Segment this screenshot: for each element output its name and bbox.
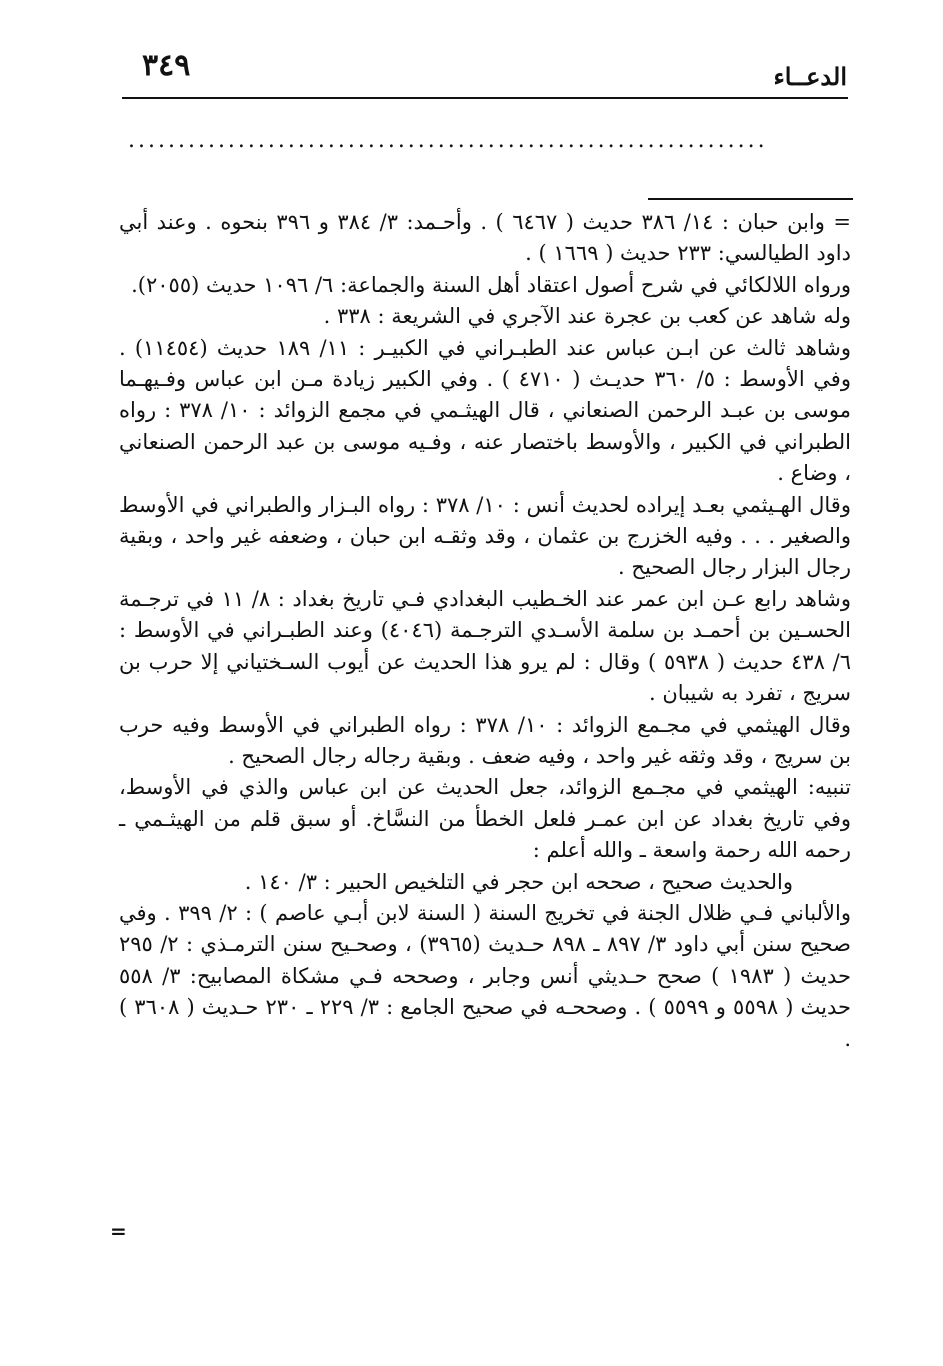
continuation-mark: = (110, 1219, 127, 1243)
footnote-separator-rule (648, 198, 853, 200)
footnote-paragraph: وقال الهيثمي في مجـمع الزوائد : ١٠/ ٣٧٨ : رواه الطبراني في الأوسط وفيه حرب بن سريج ، وقد وثقه غير واحد ، وفيه ضعف . وبقية رجاله رجال الصحيح . (119, 712, 851, 768)
ellipsis-dots-row: ................................................................ (128, 128, 768, 153)
footnote-paragraph: ورواه اللالكائي في شرح أصول اعتقاد أهل السنة والجماعة: ٦/ ١٠٩٦ حديث (٢٠٥٥). (131, 272, 851, 297)
running-title: الدعــاء (773, 62, 847, 91)
page-number: ٣٤٩ (142, 48, 191, 83)
footnote-block (119, 207, 851, 1055)
footnote-paragraph: وشاهد رابع عـن ابن عمر عند الخـطيب البغدادي فـي تاريخ بغداد : ٨/ ١١ في ترجـمة الحسـين بن أحمـد بن سلمة الأسـدي الترجـمة (٤٠٤٦) وعند الطبـراني في الأوسط : ٦/ ٤٣٨ حديث ( ٥٩٣٨ ) وقال : لم يرو هذا الحديث عن أيوب السـختياني إلا حرب بن سريج ، تفرد به شيبان . (119, 586, 851, 706)
footnote-paragraph: وله شاهد عن كعب بن عجرة عند الآجري في الشريعة : ٣٣٨ . (323, 304, 851, 329)
footnote-paragraph: وقال الهـيثمي بعـد إيراده لحديث أنس : ١٠/ ٣٧٨ : رواه البـزار والطبراني في الأوسط والصغير . . . وفيه الخزرج بن عثمان ، وقد وثقـه ابن حبان ، وضعفه غير واحد ، وبقية رجال البزار رجال الصحيح . (119, 492, 851, 580)
footnote-paragraph: = وابن حبان : ١٤/ ٣٨٦ حديث ( ٦٤٦٧ ) . وأحـمد: ٣/ ٣٨٤ و ٣٩٦ بنحوه . وعند أبي داود الطيالسي: ٢٣٣ حديث ( ١٦٦٩ ) . (119, 210, 851, 266)
header-rule (122, 97, 848, 99)
footnote-paragraph: تنبيه: الهيثمي في مجـمع الزوائد، جعل الحديث عن ابن عباس والذي في الأوسط، وفي تاريخ بغداد عن ابن عمـر فلعل الخطأ من النسَّاخ. أو سبق قلم من الهيثـمي ـ رحمه الله رحمة واسعة ـ والله أعلم : (119, 775, 851, 863)
footnote-paragraph: وشاهد ثالث عن ابـن عباس عند الطبـراني في الكبيـر : ١١/ ١٨٩ حديث (١١٤٥٤) . وفي الأوسط : ٥/ ٣٦٠ حديـث ( ٤٧١٠ ) . وفي الكبير زيادة مـن ابن عباس وفـيهـما موسى بن عبـد الرحمن الصنعاني ، قال الهيثـمي في مجمع الزوائد : ١٠/ ٣٧٨ : رواه الطبراني في الكبير ، والأوسط باختصار عنه ، وفـيه موسى بن عبد الرحمن الصنعاني ، وضاع . (119, 335, 851, 486)
footnote-paragraph: والحديث صحيح ، صححه ابن حجر في التلخيص الحبير : ٣/ ١٤٠ . (244, 869, 793, 894)
footnote-paragraph: والألباني فـي ظلال الجنة في تخريج السنة ( السنة لابن أبـي عاصم ) : ٢/ ٣٩٩ . وفي صحيح سنن أبي داود ٣/ ٨٩٧ ـ ٨٩٨ حـديث (٣٩٦٥) ، وصحـيح سنن الترمـذي : ٢/ ٢٩٥ حديث ( ١٩٨٣ ) صحح حـديثي أنس وجابر ، وصححه فـي مشكاة المصابيح: ٣/ ٥٥٨ حديث ( ٥٥٩٨ و ٥٥٩٩ ) . وصححـه في صحيح الجامع : ٣/ ٢٢٩ ـ ٢٣٠ حـديث ( ٣٦٠٨ ) . (119, 900, 852, 1051)
